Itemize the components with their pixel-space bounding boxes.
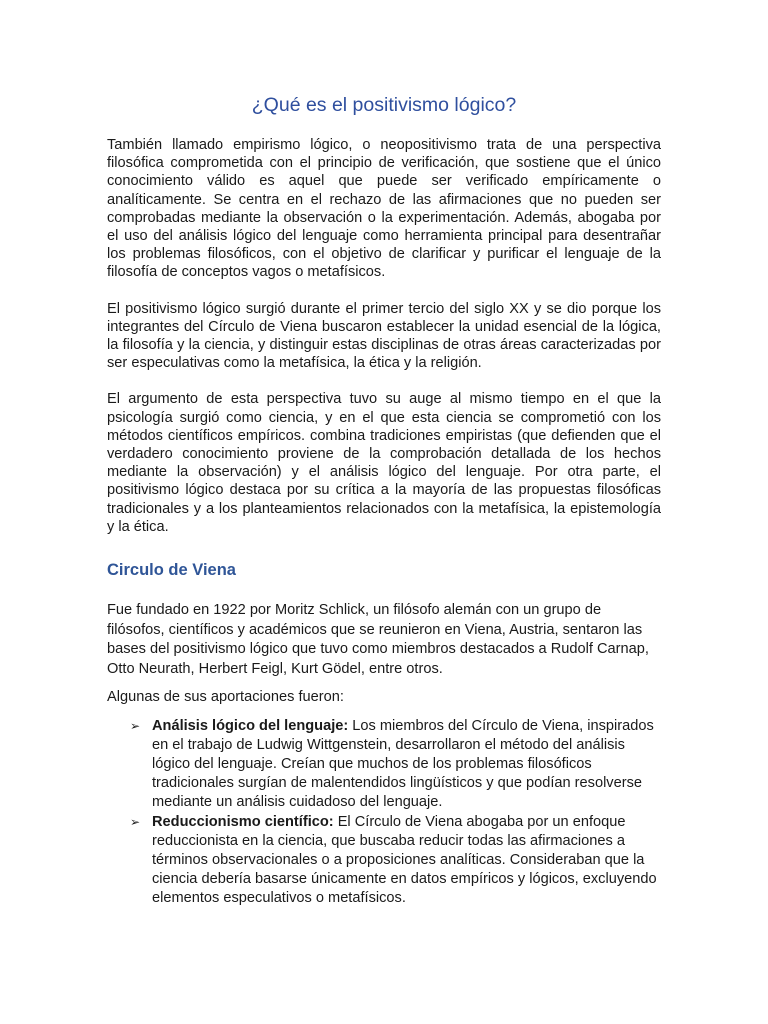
contributions-list [107,717,661,909]
paragraph-argument: El argumento de esta perspectiva tuvo su auge al mismo tiempo en el que la psicología surgió como ciencia, y en el que esta ciencia se comprometió con los métodos científicos empíricos. combina tradiciones empiristas (que defienden que el verdadero conocimiento proviene de la comprobación detallada de los hechos mediante la observación) y el análisis lógico del lenguaje. Por otra parte, el positivismo lógico destaca por su crítica a la mayoría de las propuestas filosóficas tradicionales y a los planteamientos relacionados con la metafísica, la epistemología y la ética. [107,391,661,535]
paragraph-definition: También llamado empirismo lógico, o neopositivismo trata de una perspectiva filosófica comprometida con el principio de verificación, que sostiene que el único conocimiento válido es aquel que puede ser verificado empíricamente o analíticamente. Se centra en el rechazo de las afirmaciones que no pueden ser comprobadas mediante la observación o la experimentación. Además, abogaba por el uso del análisis lógico del lenguaje como herramienta principal para desentrañar los problemas filosóficos, con el objetivo de clarificar y purificar el lenguaje de la filosofía de conceptos vagos o metafísicos. [107,137,661,281]
bullet-text: El Círculo de Viena abogaba por un enfoque reduccionista en la ciencia, que buscaba reducir todas las afirmaciones a términos observacionales o a proposiciones analíticas. Consideraban que la ciencia debería basarse únicamente en datos empíricos y lógicos, excluyendo elementos especulativos o metafísicos. [152,813,657,907]
bullet-term: Reduccionismo científico: [152,813,334,830]
arrow-bullet-icon: ➢ [130,718,141,733]
bullet-term: Análisis lógico del lenguaje: [152,717,349,734]
page-title: ¿Qué es el positivismo lógico? [251,94,517,116]
list-item [107,717,661,813]
contributions-intro: Algunas de sus aportaciones fueron: [107,689,344,706]
document-page [107,0,661,909]
list-item [107,813,661,909]
paragraph-origin: El positivismo lógico surgió durante el primer tercio del siglo XX y se dio porque los integrantes del Círculo de Viena buscaron establecer la unidad esencial de la lógica, la filosofía y la ciencia, y distinguir estas disciplinas de otras áreas caracterizadas por ser especulativas como la metafísica, la ética y la religión. [107,300,661,372]
paragraph-foundation: Fue fundado en 1922 por Moritz Schlick, un filósofo alemán con un grupo de filósofos, científicos y académicos que se reunieron en Viena, Austria, sentaron las bases del positivismo lógico que tuvo como miembros destacados a Rudolf Carnap, Otto Neurath, Herbert Feigl, Kurt Gödel, entre otros. [107,602,649,677]
arrow-bullet-icon: ➢ [130,814,141,829]
bullet-text: Los miembros del Círculo de Viena, inspirados en el trabajo de Ludwig Wittgenstein, desarrollaron el método del análisis lógico del lenguaje. Creían que muchos de los problemas filosóficos tradicionales surgían de malentendidos lingüísticos y que podían resolverse mediante un análisis cuidadoso del lenguaje. [152,717,654,811]
section-heading-circulo-de-viena: Circulo de Viena [107,561,236,580]
